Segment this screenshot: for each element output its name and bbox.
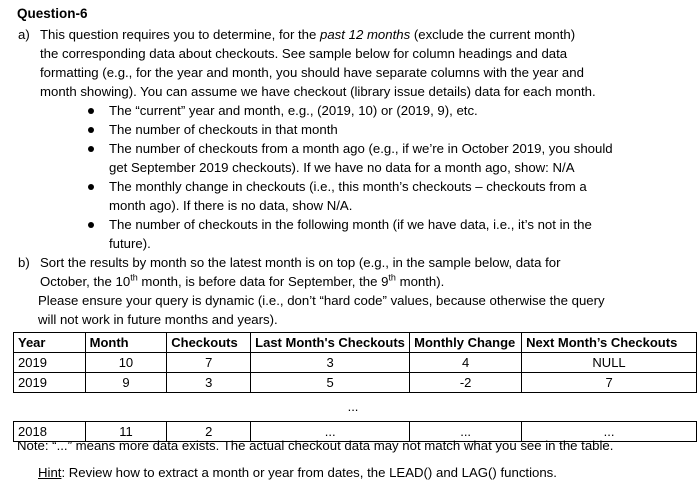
list-item — [88, 139, 658, 177]
part-b-line-2 — [40, 272, 655, 291]
list-item — [88, 101, 658, 120]
part-b-text-c: month). — [395, 274, 445, 289]
hint — [38, 463, 557, 482]
ordinal-suffix: th — [388, 272, 396, 283]
part-a-line-1-text: This question requires you to determine, for the — [40, 27, 321, 42]
table-cell: 10 — [85, 353, 167, 373]
table-cell: 5 — [251, 373, 410, 393]
table-cell: 2019 — [14, 353, 86, 373]
part-b-text-a: October, the 10 — [40, 274, 131, 289]
table-cell: ... — [410, 422, 522, 442]
table-ellipsis-row — [14, 393, 697, 422]
part-b-text-b: month, is before data for September, the 9 — [137, 274, 389, 289]
column-header: Checkouts — [167, 333, 251, 353]
part-a-line-2: the corresponding data about checkouts. See sample below for column headings and data — [40, 46, 568, 61]
list-item-text: The “current” year and month, e.g., (2019, 10) or (2019, 9), etc. — [109, 103, 478, 118]
bullet-icon — [88, 127, 94, 133]
column-header: Year — [14, 333, 86, 353]
table-cell: 9 — [85, 373, 167, 393]
ordinal-suffix: th — [130, 272, 138, 283]
column-header: Next Month’s Checkouts — [522, 333, 697, 353]
sample-table — [13, 332, 697, 442]
list-item-text: The number of checkouts from a month ago (e.g., if we’re in October 2019, you should — [109, 141, 613, 156]
bullet-icon — [88, 146, 94, 152]
list-item — [88, 215, 658, 253]
list-item — [88, 177, 658, 215]
sample-table-wrapper — [13, 332, 697, 442]
list-item-text: future). — [109, 236, 151, 251]
table-cell: ... — [251, 422, 410, 442]
hint-text: : Review how to extract a month or year from dates, the LEAD() and LAG() functions. — [61, 465, 557, 480]
bullet-icon — [88, 108, 94, 114]
table-cell: 7 — [167, 353, 251, 373]
table-row — [14, 373, 697, 393]
part-a-marker: a) — [18, 27, 30, 42]
table-cell: -2 — [410, 373, 522, 393]
list-item-text: The number of checkouts in that month — [109, 122, 338, 137]
part-a-line-1-end: (exclude the current month) — [410, 27, 576, 42]
table-row — [14, 353, 697, 373]
table-cell: NULL — [522, 353, 697, 373]
part-b-marker: b) — [18, 255, 30, 270]
table-header-row — [14, 333, 697, 353]
table-cell: 3 — [251, 353, 410, 373]
list-item-text: get September 2019 checkouts). If we have no data for a month ago, show: N/A — [109, 160, 575, 175]
column-header: Last Month's Checkouts — [251, 333, 410, 353]
part-b — [18, 253, 655, 291]
table-cell: 2018 — [14, 422, 86, 442]
table-cell: ... — [522, 422, 697, 442]
part-b-line-1: Sort the results by month so the latest month is on top (e.g., in the sample below, data for — [40, 255, 561, 270]
table-note: Note: “...” means more data exists. The actual checkout data may not match what you see in the table. — [17, 438, 614, 453]
list-item-text: The monthly change in checkouts (i.e., this month’s checkouts – checkouts from a — [109, 179, 587, 194]
question-title: Question-6 — [17, 6, 88, 21]
part-a-line-3: formatting (e.g., for the year and month, you should have separate columns with the year and — [40, 65, 584, 80]
list-item-text: The number of checkouts in the following month (if we have data, i.e., it’s not in the — [109, 217, 592, 232]
dynamic-line-2: will not work in future months and years). — [38, 312, 278, 327]
part-a-line-4: month showing). You can assume we have checkout (library issue details) data for each month. — [40, 84, 596, 99]
part-a-line-1 — [40, 25, 655, 44]
bullet-icon — [88, 184, 94, 190]
table-ellipsis: ... — [347, 399, 359, 414]
list-item — [88, 120, 658, 139]
table-cell: 3 — [167, 373, 251, 393]
hint-label: Hint — [38, 465, 62, 480]
part-a — [18, 25, 655, 101]
column-header: Month — [85, 333, 167, 353]
table-cell: 4 — [410, 353, 522, 373]
part-a-emphasis: past 12 months — [320, 27, 411, 42]
table-cell: 2019 — [14, 373, 86, 393]
dynamic-line-1: Please ensure your query is dynamic (i.e., don’t “hard code” values, because otherwise the query — [38, 293, 605, 308]
bullet-icon — [88, 222, 94, 228]
table-cell: 7 — [522, 373, 697, 393]
column-header: Monthly Change — [410, 333, 522, 353]
dynamic-instruction — [38, 291, 653, 329]
requirements-list — [88, 101, 658, 253]
table-cell: 2 — [167, 422, 251, 442]
list-item-text: month ago). If there is no data, show N/A. — [109, 198, 353, 213]
table-cell: 11 — [85, 422, 167, 442]
